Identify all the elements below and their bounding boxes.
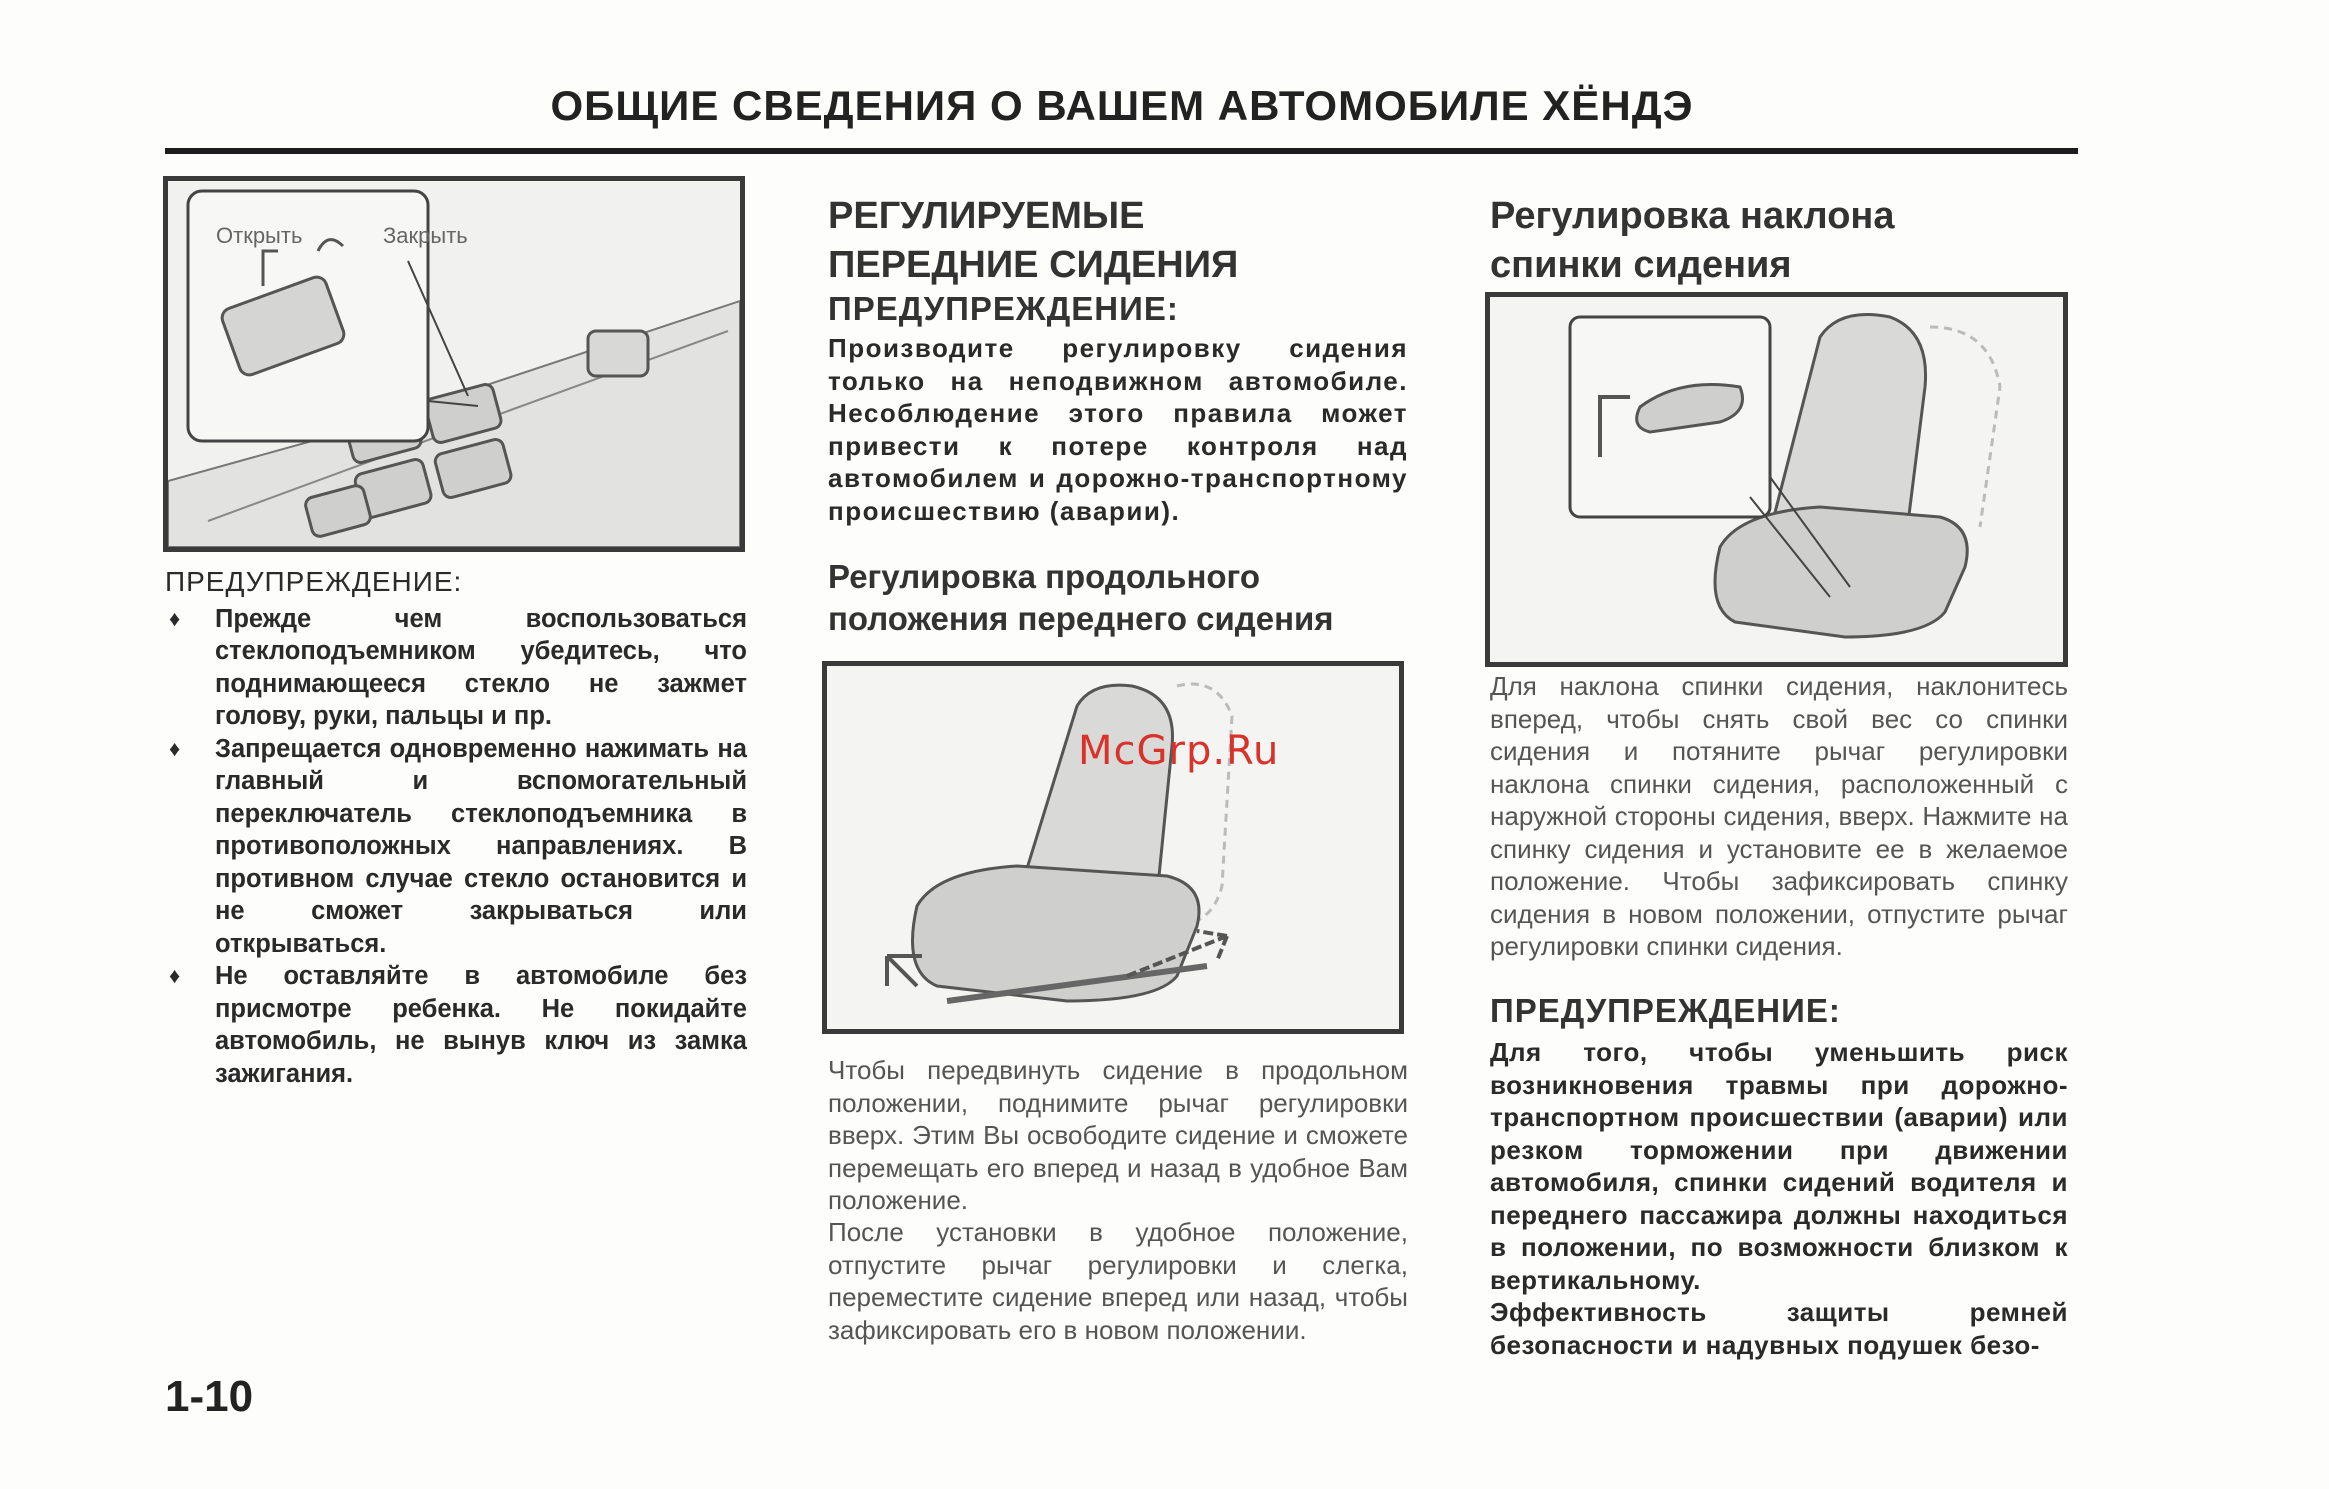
right-title-line2: спинки сидения: [1490, 244, 1792, 286]
section-title-line2: ПЕРЕДНИЕ СИДЕНИЯ: [828, 244, 1239, 286]
watermark: McGrp.Ru: [1078, 728, 1280, 774]
seat-slide-figure: [822, 661, 1404, 1034]
figure-label-open: Открыть: [216, 223, 303, 248]
left-warning-title: ПРЕДУПРЕЖДЕНИЕ:: [165, 566, 463, 597]
middle-paragraph-2: После установки в удобное положение, отпустите рычаг регулировки и слегка, переместите сидение вперед или назад, чтобы зафиксировать его в новом положении.: [828, 1217, 1408, 1345]
list-item: ♦ Не оставляйте в автомобиле без присмотре ребенка. Не покидайте автомобиль, не вынув ключ из замка зажигания.: [169, 962, 747, 1088]
right-warning-text-2: Эффективность защиты ремней безопасности и надувных подушек безо-: [1490, 1297, 2068, 1360]
list-item: ♦ Прежде чем воспользоваться стеклоподъемником убедитесь, что поднимающееся стекло не зажмет голову, руки, пальцы и пр.: [169, 604, 747, 730]
subsection-title-line1: Регулировка продольного: [828, 558, 1260, 595]
page-number: 1-10: [165, 1372, 254, 1421]
seat-recline-figure: [1485, 292, 2068, 667]
bullet-icon: ♦: [169, 735, 181, 761]
left-warning-block: [165, 566, 747, 1090]
bullet-icon: ♦: [169, 605, 181, 631]
list-item: ♦ Запрещается одновременно нажимать на главный и вспомогательный переключатель стеклоподъемника в противоположных направлениях. В противном случае стекло остановится и не сможет закрываться или открываться.: [169, 734, 747, 958]
window-switch-figure: [163, 176, 745, 552]
right-warning-title: ПРЕДУПРЕЖДЕНИЕ:: [1490, 992, 1841, 1029]
bullet-icon: ♦: [169, 963, 181, 988]
page-header-title: ОБЩИЕ СВЕДЕНИЯ О ВАШЕМ АВТОМОБИЛЕ ХЁНДЭ: [550, 82, 1694, 129]
header-rule: [165, 148, 2078, 154]
figure-label-close: Закрыть: [383, 223, 468, 248]
section-title-line1: РЕГУЛИРУЕМЫЕ: [828, 195, 1145, 237]
subsection-title-line2: положения переднего сидения: [828, 600, 1334, 637]
middle-warning-title: ПРЕДУПРЕЖДЕНИЕ:: [828, 290, 1179, 327]
right-warning-text-1: Для того, чтобы уменьшить риск возникновения травмы при дорожно-транспортном происшествии (аварии) или резком торможении при движении автомобиля, спинки сидений водителя и переднего пассажира должны находиться в положении, по возможности близком к вертикальному.: [1490, 1037, 2068, 1295]
left-warning-list: [165, 603, 747, 1091]
right-title-line1: Регулировка наклона: [1490, 195, 1895, 237]
middle-paragraph-1: Чтобы передвинуть сидение в продольном положении, поднимите рычаг регулировки вверх. Этим Вы освободите сидение и сможете перемещать его вперед и назад в удобное Вам положение.: [828, 1055, 1408, 1215]
middle-warning-text: Производите регулировку сидения только на неподвижном автомобиле. Несоблюдение этого правила может привести к потере контроля над автомобилем и дорожно-транспортному происшествию (аварии).: [828, 333, 1408, 526]
right-paragraph: Для наклона спинки сидения, наклонитесь вперед, чтобы снять свой вес со спинки сидения и потяните рычаг регулировки наклона спинки сидения, расположенный с наружной стороны сидения, вверх. Нажмите на спинку сидения и установите ее в желаемое положение. Чтобы зафиксировать спинку сидения в новом положении, отпустите рычаг регулировки спинки сидения.: [1490, 671, 2068, 961]
